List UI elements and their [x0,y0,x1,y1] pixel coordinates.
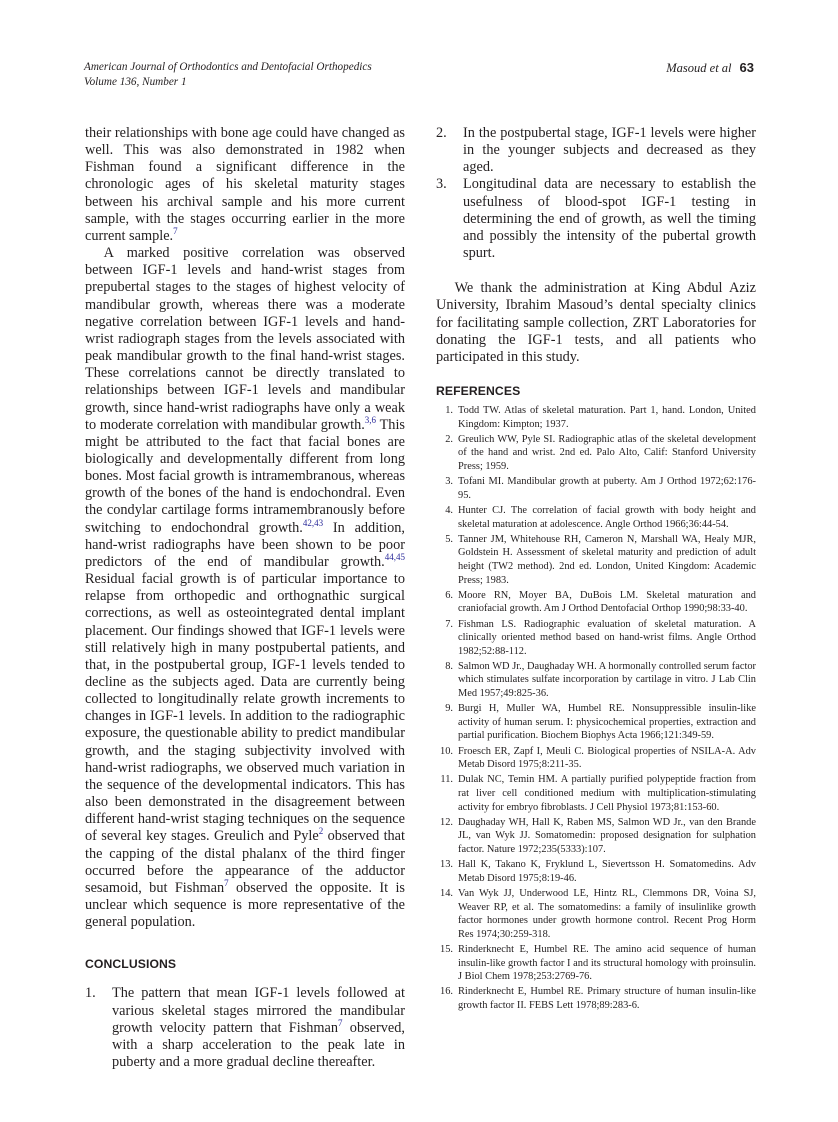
reference-number: 1. [445,405,453,417]
citation-link[interactable]: 3,6 [364,414,377,425]
citation-link[interactable]: 2 [318,826,324,837]
paragraph-text: observed the opposite. It is unclear which sequence is more representative of the general population. [85,879,405,931]
reference-text: Hall K, Takano K, Fryklund L, Sievertsson H. Somatomedins. Adv Metab Disord 1975;8:19-46. [458,859,756,884]
reference-number: 11. [440,774,453,786]
reference-item [436,773,756,814]
paragraph-text: In addition, hand-wrist radiographs have been shown to be poor predictors of the end of mandibular growth. [85,519,405,570]
reference-text: Dulak NC, Temin HM. A partially purified polypeptide fraction from rat liver cell conditioned medium with multiplication-stimulating activity for embryo fibroblasts. J Cell Physiol 1973;81:153-60. [458,774,756,813]
item-text: In the postpubertal stage, IGF-1 levels were higher in the younger subjects and decreased as they aged. [463,125,756,176]
conclusions-list-continued [436,125,756,262]
reference-item [436,618,756,659]
item-text: Longitudinal data are necessary to establish the usefulness of blood-spot IGF-1 testing in determining the end of growth, as well the timing and possibly the intensity of the pubertal growth spurt. [463,176,756,262]
reference-text: Todd TW. Atlas of skeletal maturation. Part 1, hand. London, United Kingdom: Kimpton; 1937. [458,405,756,430]
reference-number: 14. [440,887,453,899]
reference-number: 13. [440,859,453,871]
reference-number: 4. [445,504,453,516]
paragraph-text: This might be attributed to the fact that facial bones are biologically and developmentally different from long bones. Most facial growth is intramembranous, whereas growth of the bones of the hand is endochondral. Even the condylar cartilage forms intramembranously before switching to endochondral growth. [85,416,406,536]
item-number: 2. [436,125,447,141]
discussion-paragraph-1 [85,125,405,245]
reference-item [436,475,756,502]
reference-number: 10. [440,745,453,757]
reference-number: 5. [445,533,453,545]
item-text: The pattern that mean IGF-1 levels followed at various skeletal stages mirrored the mandibular growth velocity pattern that Fishman [112,985,405,1036]
running-header [84,60,754,94]
reference-number: 7. [445,618,453,630]
reference-number: 8. [445,660,453,672]
reference-item [436,433,756,474]
reference-item [436,660,756,701]
citation-link[interactable]: 44,45 [384,551,405,562]
reference-text: Daughaday WH, Hall K, Raben MS, Salmon WD Jr., van den Brande JL, van Wyk JJ. Somatomedin: proposed designation for sulphation factor. Nature 1972;235(5333):107. [458,816,756,855]
reference-number: 3. [445,476,453,488]
reference-text: Van Wyk JJ, Underwood LE, Hintz RL, Clemmons DR, Voina SJ, Weaver RP, et al. The somatomedins: a family of insulinlike growth factor hormones under growth hormone control. Recent Prog Horm Res 1974;30:259-318. [458,887,756,940]
citation-link[interactable]: 7 [173,225,178,236]
reference-number: 9. [445,703,453,715]
left-column [85,125,405,1071]
paragraph-text: their relationships with bone age could have changed as well. This was also demonstrated in 1982 when Fishman found a significant difference in the chronologic ages of his skeletal maturity stages between his archival sample and his more current sample, with the stages occurring earlier in the more current sample. [85,125,405,244]
reference-text: Rinderknecht E, Humbel RE. The amino acid sequence of human insulin-like growth factor I and its structural homology with proinsulin. J Biol Chem 1978;253:2769-76. [458,943,756,983]
journal-info [84,60,372,90]
running-authors: Masoud et al [666,61,732,75]
references-list [436,404,756,1012]
reference-item [436,887,756,941]
reference-number: 12. [440,816,453,828]
reference-item [436,985,756,1012]
reference-text: Fishman LS. Radiographic evaluation of skeletal maturation. A clinically oriented method based on hand-wrist films. Angle Orthod 1982;52:88-112. [458,618,756,657]
references-heading: REFERENCES [436,384,521,399]
paragraph-text: observed that the capping of the distal phalanx of the third finger occurred before the appearance of the adductor sesamoid, but Fishman [85,828,406,896]
item-number: 1. [85,985,96,1002]
journal-volume: Volume 136, Number 1 [84,76,187,88]
reference-item [436,816,756,857]
page-number: 63 [739,60,754,75]
reference-number: 6. [445,589,453,601]
reference-item [436,533,756,587]
reference-item [436,858,756,885]
conclusions-heading: CONCLUSIONS [85,957,177,972]
reference-text: Moore RN, Moyer BA, DuBois LM. Skeletal maturation and craniofacial growth. Am J Orthod Dentofacial Orthop 1990;98:33-40. [458,589,756,615]
reference-text: Tanner JM, Whitehouse RH, Cameron N, Marshall WA, Healy MJR, Goldstein H. Assessment of skeletal maturity and prediction of adult height (TW2 method). 2nd ed. London, United Kingdom: Academic Press; 1983. [458,533,756,586]
right-column [436,125,756,1014]
reference-number: 16. [440,986,453,998]
reference-text: Burgi H, Muller WA, Humbel RE. Nonsuppressible insulin-like activity of human serum. I: physicochemical properties, extraction and partial purification. Biochem Biophys Acta 1966;121:349-59. [458,703,756,742]
reference-item [436,745,756,772]
reference-text: Rinderknecht E, Humbel RE. Primary structure of human insulin-like growth factor II. FEBS Lett 1978;89:283-6. [458,986,756,1011]
discussion-paragraph-2 [85,245,405,931]
reference-text: Hunter CJ. The correlation of facial growth with body height and skeletal maturation at adolescence. Angle Orthod 1966;36:44-54. [458,504,756,530]
conclusion-item [436,176,756,262]
paragraph-text: Residual facial growth is of particular importance to relapse from orthopedic and orthognathic surgical corrections, as well as osteointegrated dental implant placement. Our findings showed that IGF-1 levels were still relatively high in many postpubertal patients, and that, in the postpubertal group, IGF-1 levels tended to decline as the subjects aged. Data are currently being collected to longitudinally relate growth increments to changes in IGF-1 levels. In addition to the radiographic exposure, the questionable ability to predict mandibular growth, and the staging subjectivity involved with hand-wrist radiographs, we observed much variation in the sequence of the developmental indicators. This has also been demonstrated in the disagreement between different hand-wrist staging techniques on the sequence of several key stages. Greulich and Pyle [85,571,405,845]
item-number: 3. [436,176,447,193]
reference-text: Salmon WD Jr., Daughaday WH. A hormonally controlled serum factor which stimulates sulfate incorporation by cartilage in vitro. J Lab Clin Med 1957;49:825-36. [458,660,756,700]
conclusion-item [85,985,405,1071]
conclusions-list [85,985,405,1071]
citation-link[interactable]: 7 [338,1017,343,1028]
page-info [666,60,754,76]
reference-number: 2. [445,433,453,445]
reference-item [436,702,756,743]
reference-text: Greulich WW, Pyle SI. Radiographic atlas of the skeletal development of the hand and wrist. 2nd ed. Palo Alto, Calif: Stanford University Press; 1959. [458,433,756,472]
paragraph-text: A marked positive correlation was observed between IGF-1 levels and hand-wrist stages from prepubertal stages to the stages of highest velocity of mandibular growth, whereas there was a moderate negative correlation between IGF-1 levels and hand-wrist radiograph stages from the levels associated with peak mandibular growth to the final hand-wrist stages. These correlations cannot be directly translated to relationships between IGF-1 levels and mandibular growth, since hand-wrist radiographs have only a weak to moderate correlation with mandibular growth. [85,245,405,433]
reference-item [436,404,756,431]
citation-link[interactable]: 7 [224,877,229,888]
reference-number: 15. [440,943,453,955]
reference-item [436,504,756,531]
reference-text: Tofani MI. Mandibular growth at puberty. Am J Orthod 1972;62:176-95. [458,476,756,501]
item-text: observed, with a sharp acceleration to the peak late in puberty and a more gradual decline thereafter. [112,1019,405,1070]
journal-title: American Journal of Orthodontics and Dentofacial Orthopedics [84,61,372,73]
reference-item [436,589,756,616]
acknowledgment-paragraph: We thank the administration at King Abdul Aziz University, Ibrahim Masoud’s dental specialty clinics for facilitating sample collection, ZRT Laboratories for donating the IGF-1 tests, and all patients who participated in this study. [436,280,756,365]
reference-text: Froesch ER, Zapf I, Meuli C. Biological properties of NSILA-A. Adv Metab Disord 1975;8:211-35. [458,745,756,771]
citation-link[interactable]: 42,43 [302,517,324,528]
reference-item [436,943,756,984]
conclusion-item [436,125,756,176]
